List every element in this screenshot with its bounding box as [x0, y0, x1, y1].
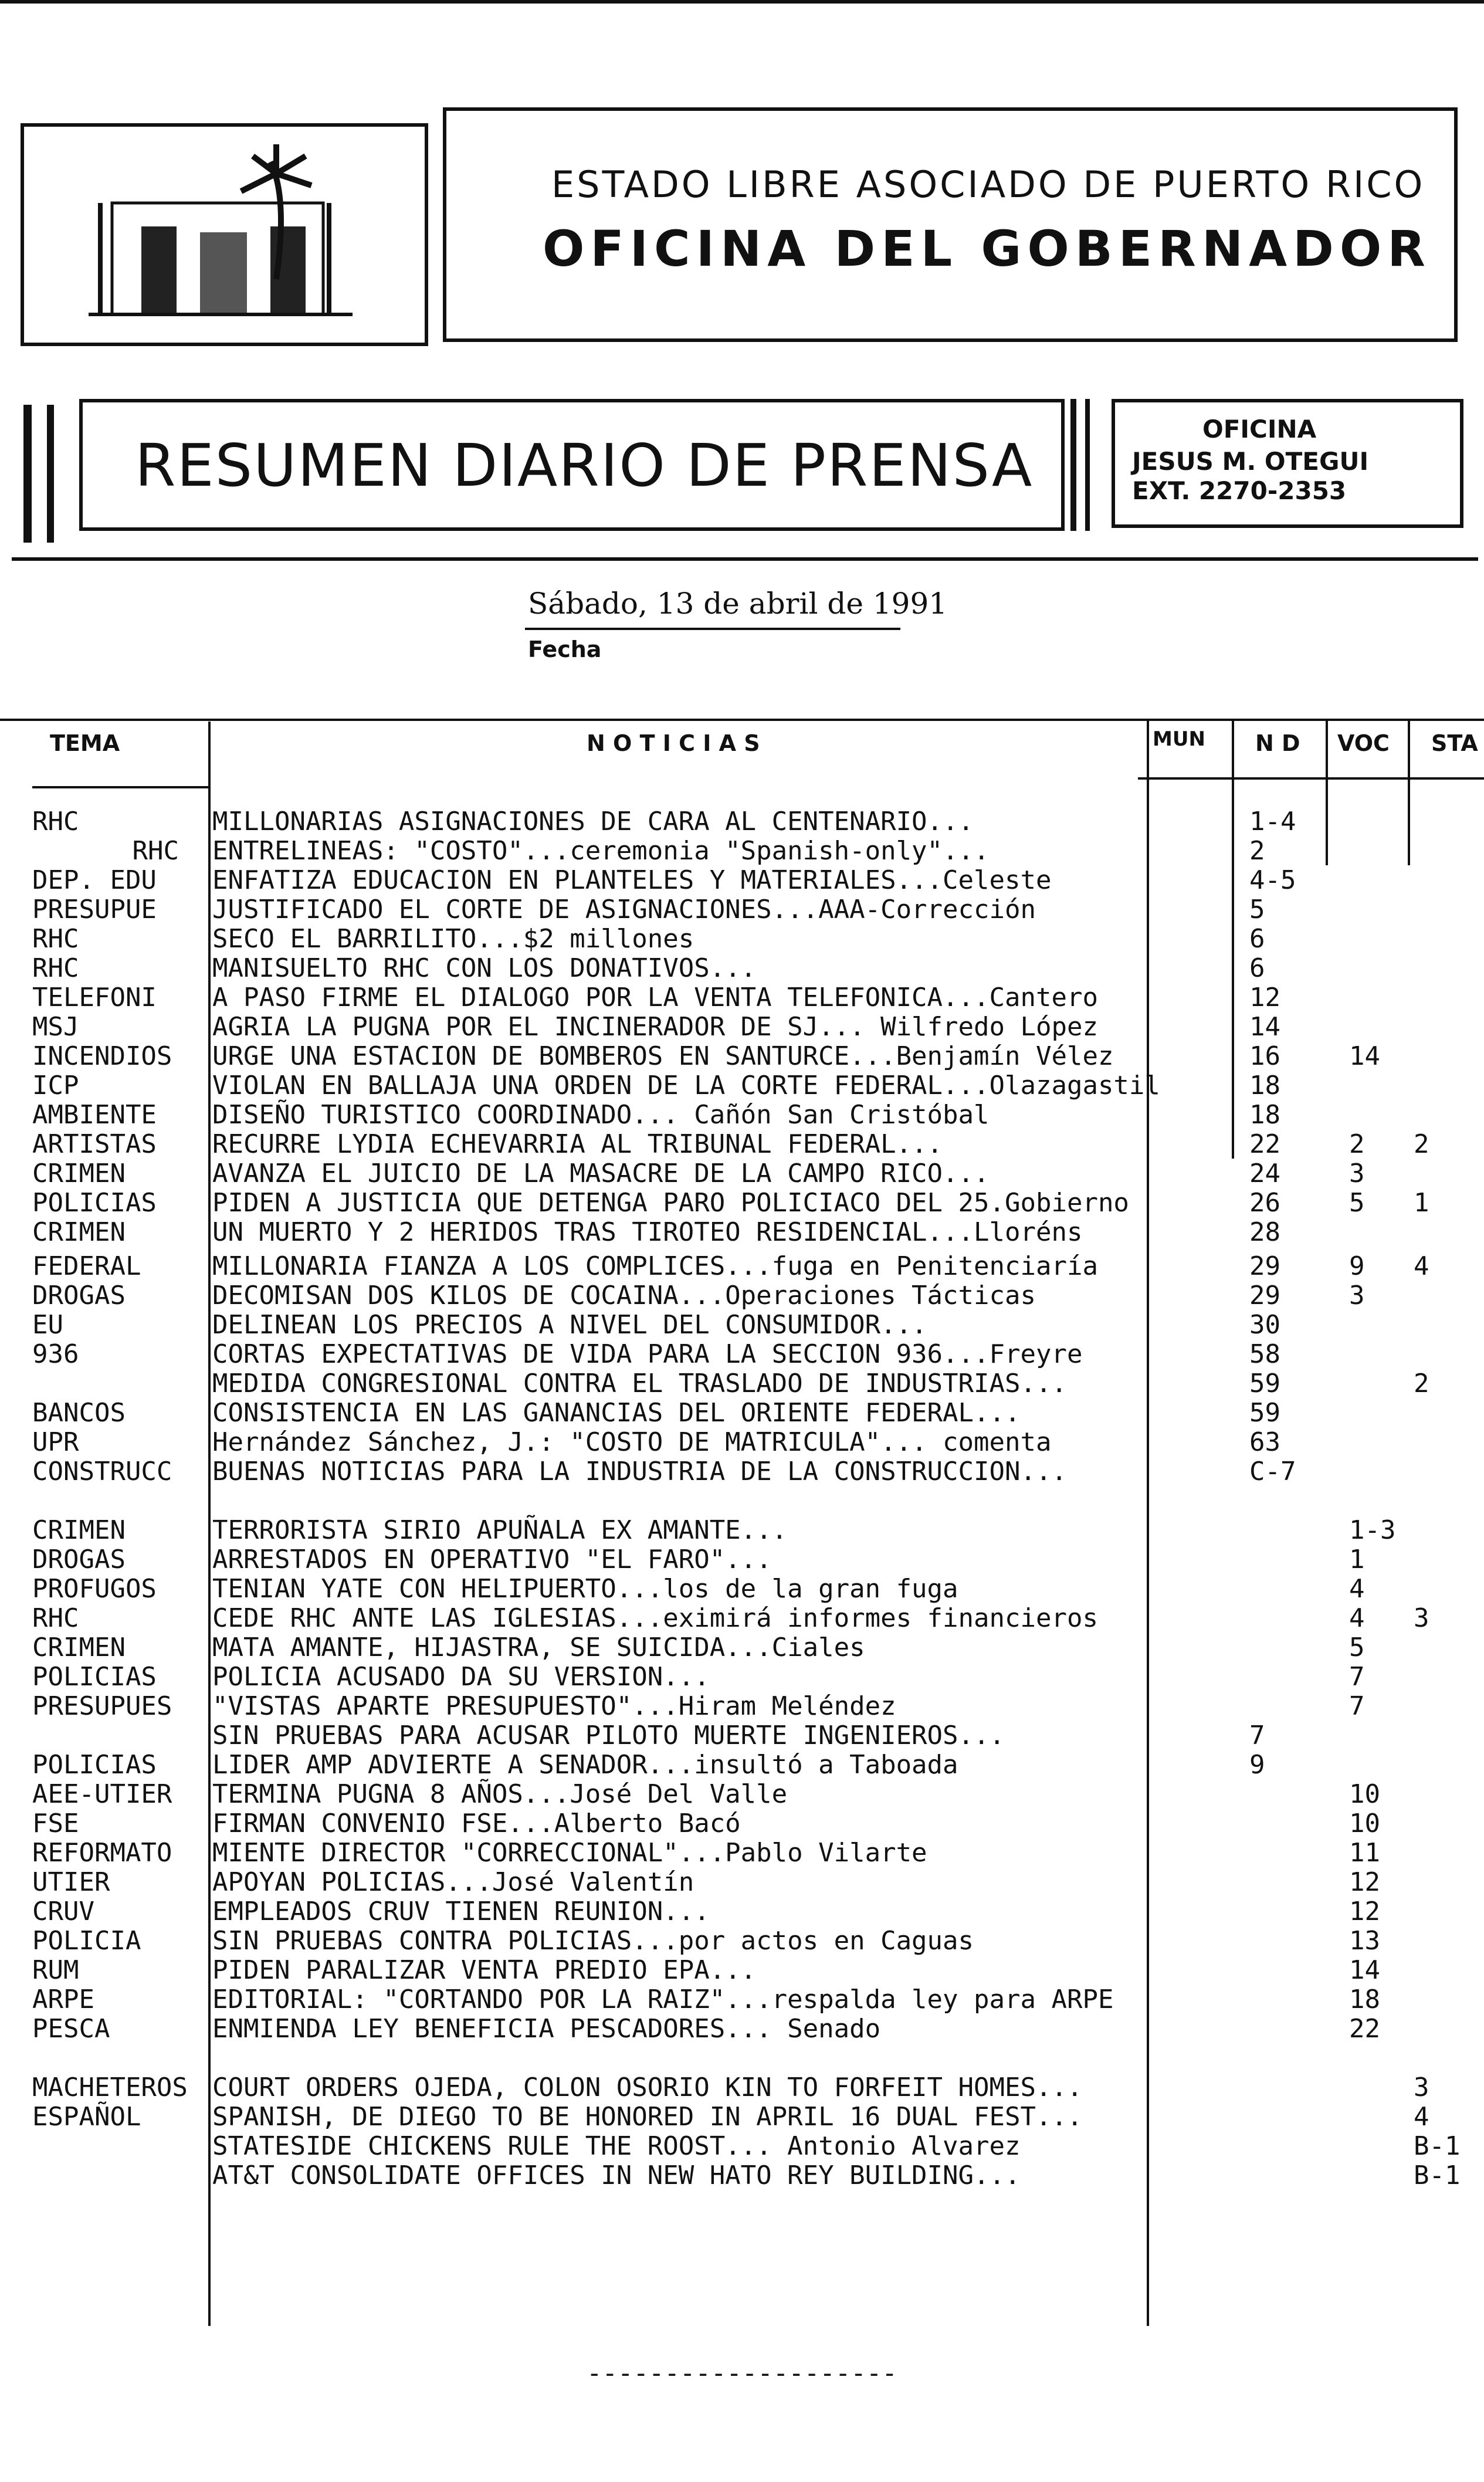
noticia-cell: PIDEN A JUSTICIA QUE DETENGA PARO POLICIACO DEL 25.Gobierno	[212, 1188, 1129, 1218]
logo-box	[21, 123, 428, 346]
col-nd: N D	[1255, 730, 1300, 756]
noticia-cell: EMPLEADOS CRUV TIENEN REUNION...	[212, 1897, 710, 1926]
tema-cell: FEDERAL	[32, 1251, 141, 1281]
noticia-cell: ENMIENDA LEY BENEFICIA PESCADORES... Senado	[212, 2014, 881, 2044]
table-row	[0, 807, 1484, 836]
tema-cell: RUM	[32, 1955, 79, 1985]
noticia-cell: URGE UNA ESTACION DE BOMBEROS EN SANTURCE...Benjamín Vélez	[212, 1041, 1114, 1071]
nd-cell: 63	[1249, 1427, 1280, 1457]
nd-cell: 6	[1249, 953, 1265, 983]
nd-cell: 29	[1249, 1251, 1280, 1281]
header-line2: OFICINA DEL GOBERNADOR	[543, 220, 1431, 277]
header-line1: ESTADO LIBRE ASOCIADO DE PUERTO RICO	[551, 163, 1425, 206]
tema-cell: UTIER	[32, 1867, 110, 1897]
table-row	[0, 1159, 1484, 1188]
noticia-cell: MATA AMANTE, HIJASTRA, SE SUICIDA...Ciales	[212, 1633, 865, 1662]
nd-cell: 24	[1249, 1159, 1280, 1188]
noticia-cell: AT&T CONSOLIDATE OFFICES IN NEW HATO REY BUILDING...	[212, 2161, 1021, 2190]
voc-cell: 13	[1349, 1926, 1380, 1956]
col-sta: STA	[1431, 730, 1478, 756]
tema-cell: PRESUPUES	[32, 1691, 172, 1721]
table-row	[0, 1310, 1484, 1339]
voc-cell: 12	[1349, 1867, 1380, 1897]
col-noticias: N O T I C I A S	[587, 730, 760, 756]
footer-dashes: --------------------	[587, 2358, 897, 2388]
nd-cell: 28	[1249, 1217, 1280, 1247]
table-row	[0, 1012, 1484, 1041]
noticia-cell: CONSISTENCIA EN LAS GANANCIAS DEL ORIENTE FEDERAL...	[212, 1398, 1021, 1428]
nd-cell: 6	[1249, 924, 1265, 954]
tema-cell: ARPE	[32, 1985, 94, 2014]
tema-cell: RHC	[32, 924, 79, 954]
noticia-cell: MANISUELTO RHC CON LOS DONATIVOS...	[212, 953, 757, 983]
cols-underline	[1138, 777, 1484, 780]
table-row	[0, 1838, 1484, 1867]
band-bar-mid	[1070, 399, 1076, 531]
noticia-cell: ARRESTADOS EN OPERATIVO "EL FARO"...	[212, 1545, 772, 1574]
voc-cell: 4	[1349, 1574, 1365, 1604]
tema-cell: DROGAS	[32, 1281, 126, 1311]
noticia-cell: CEDE RHC ANTE LAS IGLESIAS...eximirá informes financieros	[212, 1603, 1098, 1633]
noticia-cell: LIDER AMP ADVIERTE A SENADOR...insultó a Taboada	[212, 1750, 958, 1780]
tema-cell: PROFUGOS	[32, 1574, 157, 1604]
table-row	[0, 2131, 1484, 2161]
oficina-name: JESUS M. OTEGUI	[1132, 447, 1369, 476]
tema-cell: UPR	[32, 1427, 79, 1457]
noticia-cell: PIDEN PARALIZAR VENTA PREDIO EPA...	[212, 1955, 757, 1985]
table-row	[0, 1809, 1484, 1838]
nd-cell: 2	[1249, 836, 1265, 866]
tema-cell: RHC	[32, 807, 79, 837]
noticia-cell: Hernández Sánchez, J.: "COSTO DE MATRICULA"... comenta	[212, 1427, 1052, 1457]
tema-cell: FSE	[32, 1809, 79, 1838]
tema-cell: ESPAÑOL	[32, 2102, 141, 2132]
oficina-ext: EXT. 2270-2353	[1132, 476, 1347, 505]
top-rule	[0, 0, 1484, 4]
table-row	[0, 1515, 1484, 1545]
table-row	[0, 1457, 1484, 1486]
nd-cell: 59	[1249, 1398, 1280, 1428]
noticia-cell: APOYAN POLICIAS...José Valentín	[212, 1867, 694, 1897]
table-row	[0, 1129, 1484, 1159]
nd-cell: 59	[1249, 1369, 1280, 1399]
tema-cell: CRIMEN	[32, 1159, 126, 1188]
nd-cell: 29	[1249, 1281, 1280, 1311]
table-row	[0, 865, 1484, 895]
nd-cell: 22	[1249, 1129, 1280, 1159]
voc-cell: 18	[1349, 1985, 1380, 2014]
table-row	[0, 1985, 1484, 2014]
tema-cell: DEP. EDU	[32, 865, 157, 895]
noticia-cell: SPANISH, DE DIEGO TO BE HONORED IN APRIL 16 DUAL FEST...	[212, 2102, 1083, 2132]
voc-cell: 3	[1349, 1159, 1365, 1188]
fortaleza-illustration-icon	[24, 127, 425, 343]
sta-cell: 3	[1414, 2073, 1429, 2102]
voc-cell: 5	[1349, 1188, 1365, 1218]
table-row	[0, 1041, 1484, 1071]
nd-cell: 18	[1249, 1071, 1280, 1101]
table-top-rule	[0, 719, 1484, 721]
table-row	[0, 2073, 1484, 2102]
nd-cell: 7	[1249, 1721, 1265, 1750]
table-row	[0, 1188, 1484, 1217]
voc-cell: 1-3	[1349, 1515, 1396, 1545]
noticia-cell: STATESIDE CHICKENS RULE THE ROOST... Antonio Alvarez	[212, 2131, 1021, 2161]
noticia-cell: MIENTE DIRECTOR "CORRECCIONAL"...Pablo Vilarte	[212, 1838, 927, 1868]
tema-cell: PESCA	[32, 2014, 110, 2044]
tema-cell: DROGAS	[32, 1545, 126, 1574]
tema-cell: POLICIA	[32, 1926, 141, 1956]
tema-cell: CRUV	[32, 1897, 94, 1926]
noticia-cell: SIN PRUEBAS CONTRA POLICIAS...por actos en Caguas	[212, 1926, 974, 1956]
noticia-cell: VIOLAN EN BALLAJA UNA ORDEN DE LA CORTE FEDERAL...Olazagastil	[212, 1071, 1160, 1101]
voc-cell: 7	[1349, 1662, 1365, 1692]
voc-cell: 14	[1349, 1041, 1380, 1071]
table-row	[0, 1867, 1484, 1897]
table-row	[0, 1217, 1484, 1247]
noticia-cell: BUENAS NOTICIAS PARA LA INDUSTRIA DE LA CONSTRUCCION...	[212, 1457, 1067, 1487]
tema-cell: CONSTRUCC	[32, 1457, 172, 1487]
noticia-cell: COURT ORDERS OJEDA, COLON OSORIO KIN TO FORFEIT HOMES...	[212, 2073, 1083, 2102]
noticia-cell: AGRIA LA PUGNA POR EL INCINERADOR DE SJ... Wilfredo López	[212, 1012, 1098, 1042]
voc-cell: 12	[1349, 1897, 1380, 1926]
tema-cell: PRESUPUE	[32, 895, 157, 925]
table-row	[0, 1339, 1484, 1369]
sta-cell: 4	[1414, 1251, 1429, 1281]
col-voc: VOC	[1337, 730, 1390, 756]
voc-cell: 9	[1349, 1251, 1365, 1281]
oficina-label: OFICINA	[1202, 415, 1317, 443]
nd-cell: 30	[1249, 1310, 1280, 1340]
tema-cell: AEE-UTIER	[32, 1779, 172, 1809]
table-row	[0, 2102, 1484, 2131]
table-row	[0, 1779, 1484, 1809]
noticia-cell: FIRMAN CONVENIO FSE...Alberto Bacó	[212, 1809, 741, 1838]
resumen-title: RESUMEN DIARIO DE PRENSA	[135, 431, 1034, 500]
table-row	[0, 1574, 1484, 1603]
sta-cell: 2	[1414, 1369, 1429, 1399]
nd-cell: 58	[1249, 1339, 1280, 1369]
table-row	[0, 1721, 1484, 1750]
table-row	[0, 895, 1484, 924]
nd-cell: 1-4	[1249, 807, 1296, 837]
noticia-cell: MILLONARIA FIANZA A LOS COMPLICES...fuga en Penitenciaría	[212, 1251, 1098, 1281]
tema-cell: BANCOS	[32, 1398, 126, 1428]
tema-cell: EU	[32, 1310, 63, 1340]
sta-cell: 3	[1414, 1603, 1429, 1633]
noticia-cell: UN MUERTO Y 2 HERIDOS TRAS TIROTEO RESIDENCIAL...Lloréns	[212, 1217, 1083, 1247]
table-row	[0, 1750, 1484, 1779]
tema-cell: AMBIENTE	[32, 1100, 157, 1130]
tema-cell: RHC	[32, 953, 79, 983]
nd-cell: 12	[1249, 983, 1280, 1013]
tema-cell: ARTISTAS	[32, 1129, 157, 1159]
table-row	[0, 1633, 1484, 1662]
voc-cell: 1	[1349, 1545, 1365, 1574]
table-row	[0, 1071, 1484, 1100]
voc-cell: 22	[1349, 2014, 1380, 2044]
table-row	[0, 924, 1484, 953]
tema-cell: 936	[32, 1339, 79, 1369]
table-row	[0, 1281, 1484, 1310]
noticia-cell: DISEÑO TURISTICO COORDINADO... Cañón San Cristóbal	[212, 1100, 990, 1130]
voc-cell: 7	[1349, 1691, 1365, 1721]
table-row	[0, 1955, 1484, 1985]
noticia-cell: DELINEAN LOS PRECIOS A NIVEL DEL CONSUMIDOR...	[212, 1310, 927, 1340]
nd-cell: 9	[1249, 1750, 1265, 1780]
tema-cell: MSJ	[32, 1012, 79, 1042]
table-row	[0, 953, 1484, 983]
noticia-cell: AVANZA EL JUICIO DE LA MASACRE DE LA CAMPO RICO...	[212, 1159, 990, 1188]
sta-cell: B-1	[1414, 2131, 1461, 2161]
sta-cell: 4	[1414, 2102, 1429, 2132]
band-bar-left	[23, 405, 32, 543]
noticia-cell: POLICIA ACUSADO DA SU VERSION...	[212, 1662, 710, 1692]
tema-cell: RHC	[32, 1603, 79, 1633]
noticia-cell: TERMINA PUGNA 8 AÑOS...José Del Valle	[212, 1779, 788, 1809]
nd-cell: 4-5	[1249, 865, 1296, 895]
nd-cell: 18	[1249, 1100, 1280, 1130]
voc-cell: 14	[1349, 1955, 1380, 1985]
date-label: Fecha	[528, 636, 602, 662]
table-row	[0, 1398, 1484, 1427]
divider-rule	[12, 557, 1478, 561]
nd-cell: 16	[1249, 1041, 1280, 1071]
sta-cell: 2	[1414, 1129, 1429, 1159]
band-bar-mid-2	[1085, 399, 1090, 531]
tema-cell: POLICIAS	[32, 1750, 157, 1780]
tema-cell: CRIMEN	[32, 1515, 126, 1545]
col-mun: MUN	[1153, 727, 1205, 751]
col-tema: TEMA	[50, 730, 120, 756]
noticia-cell: SECO EL BARRILITO...$2 millones	[212, 924, 694, 954]
noticia-cell: MILLONARIAS ASIGNACIONES DE CARA AL CENTENARIO...	[212, 807, 974, 837]
table-row	[0, 1545, 1484, 1574]
table-row	[0, 2014, 1484, 2043]
voc-cell: 2	[1349, 1129, 1365, 1159]
tema-cell: POLICIAS	[32, 1188, 157, 1218]
noticia-cell: ENFATIZA EDUCACION EN PLANTELES Y MATERIALES...Celeste	[212, 865, 1052, 895]
noticia-cell: TERRORISTA SIRIO APUÑALA EX AMANTE...	[212, 1515, 788, 1545]
noticia-cell: ENTRELINEAS: "COSTO"...ceremonia "Spanish-only"...	[212, 836, 990, 866]
table-row	[0, 1603, 1484, 1633]
noticia-cell: JUSTIFICADO EL CORTE DE ASIGNACIONES...AAA-Corrección	[212, 895, 1036, 925]
noticia-cell: RECURRE LYDIA ECHEVARRIA AL TRIBUNAL FEDERAL...	[212, 1129, 943, 1159]
tema-cell: ICP	[32, 1071, 79, 1101]
noticia-cell: TENIAN YATE CON HELIPUERTO...los de la gran fuga	[212, 1574, 958, 1604]
table-row	[0, 1369, 1484, 1398]
voc-cell: 4	[1349, 1603, 1365, 1633]
tema-cell: CRIMEN	[32, 1217, 126, 1247]
table-row	[0, 1427, 1484, 1457]
tema-cell: TELEFONI	[32, 983, 157, 1013]
noticia-cell: CORTAS EXPECTATIVAS DE VIDA PARA LA SECCION 936...Freyre	[212, 1339, 1083, 1369]
voc-cell: 10	[1349, 1809, 1380, 1838]
nd-cell: 14	[1249, 1012, 1280, 1042]
tema-cell: REFORMATO	[32, 1838, 172, 1868]
tema-cell: MACHETEROS	[32, 2073, 188, 2102]
noticia-cell: EDITORIAL: "CORTANDO POR LA RAIZ"...respalda ley para ARPE	[212, 1985, 1114, 2014]
date-underline	[525, 628, 900, 630]
table-row	[0, 1662, 1484, 1691]
table-row	[0, 2161, 1484, 2190]
sta-cell: B-1	[1414, 2161, 1461, 2190]
voc-cell: 11	[1349, 1838, 1380, 1868]
voc-cell: 10	[1349, 1779, 1380, 1809]
nd-cell: 5	[1249, 895, 1265, 925]
noticia-cell: SIN PRUEBAS PARA ACUSAR PILOTO MUERTE INGENIEROS...	[212, 1721, 1005, 1750]
nd-cell: 26	[1249, 1188, 1280, 1218]
tema-cell: CRIMEN	[32, 1633, 126, 1662]
noticia-cell: MEDIDA CONGRESIONAL CONTRA EL TRASLADO DE INDUSTRIAS...	[212, 1369, 1067, 1399]
tema-cell: RHC	[132, 836, 179, 866]
band-bar-left-2	[47, 405, 54, 543]
table-row	[0, 1100, 1484, 1129]
tema-cell: POLICIAS	[32, 1662, 157, 1692]
tema-underline	[32, 786, 208, 788]
date-value: Sábado, 13 de abril de 1991	[528, 587, 948, 621]
voc-cell: 5	[1349, 1633, 1365, 1662]
table-row	[0, 1691, 1484, 1721]
table-row	[0, 1251, 1484, 1281]
noticia-cell: A PASO FIRME EL DIALOGO POR LA VENTA TELEFONICA...Cantero	[212, 983, 1098, 1013]
voc-cell: 3	[1349, 1281, 1365, 1311]
noticia-cell: "VISTAS APARTE PRESUPUESTO"...Hiram Meléndez	[212, 1691, 896, 1721]
nd-cell: C-7	[1249, 1457, 1296, 1487]
tema-cell: INCENDIOS	[32, 1041, 172, 1071]
sta-cell: 1	[1414, 1188, 1429, 1218]
table-row	[0, 983, 1484, 1012]
table-row	[0, 1926, 1484, 1955]
table-row	[0, 836, 1484, 865]
table-row	[0, 1897, 1484, 1926]
noticia-cell: DECOMISAN DOS KILOS DE COCAINA...Operaciones Tácticas	[212, 1281, 1036, 1311]
